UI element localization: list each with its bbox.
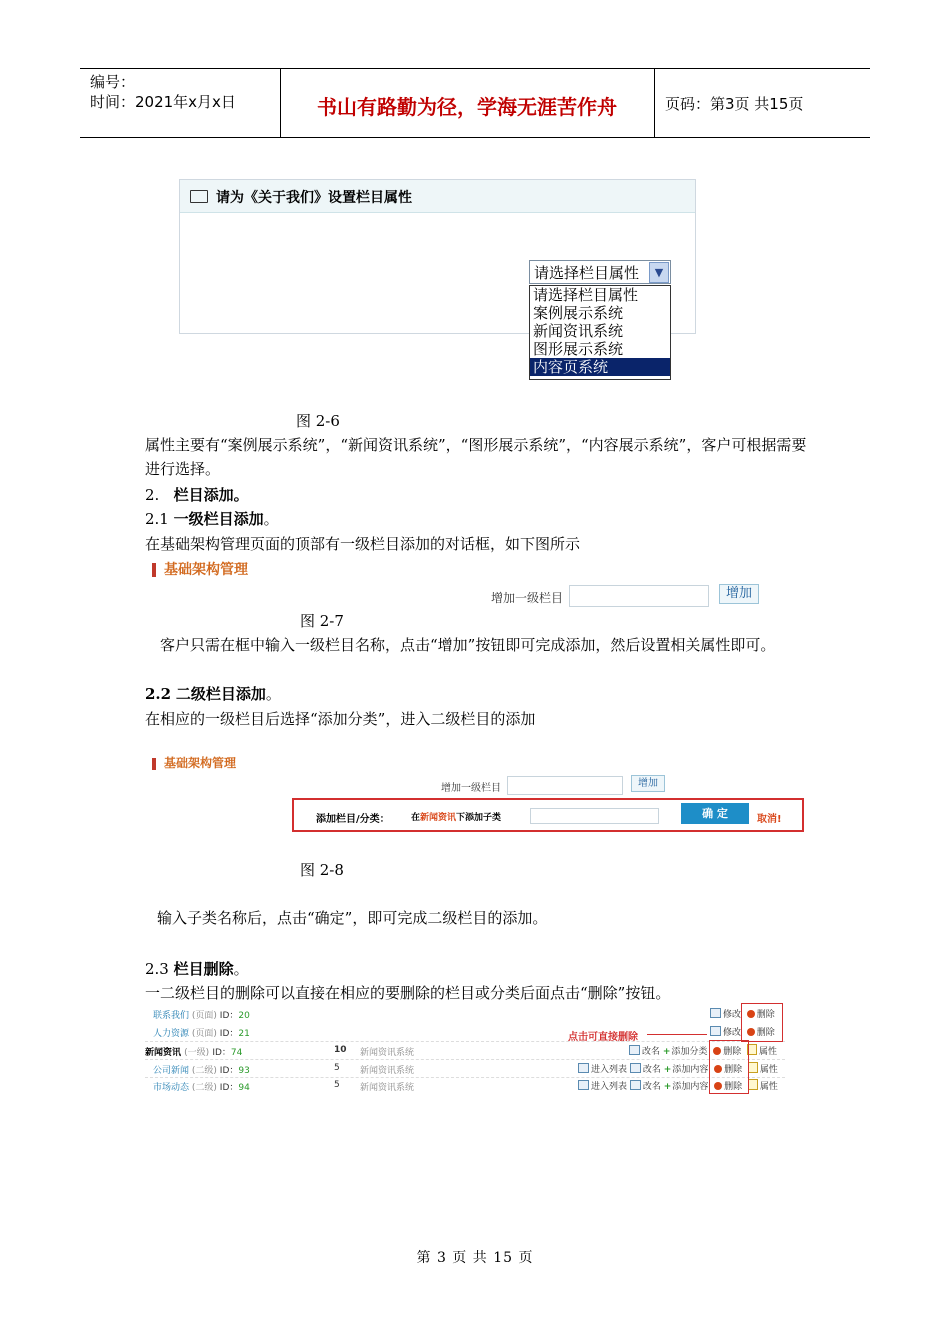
cancel-link[interactable]: 取消! (757, 814, 782, 825)
rename-icon (630, 1063, 641, 1073)
first-level-input[interactable] (569, 585, 709, 607)
attribute-link[interactable]: 属性 (758, 1047, 777, 1057)
add-button[interactable]: 增加 (631, 775, 665, 792)
dropdown-option[interactable]: 新闻资讯系统 (533, 322, 624, 340)
first-level-input[interactable] (507, 776, 623, 795)
add-category-link[interactable]: 添加分类 (671, 1047, 708, 1057)
time-label: 时间：2021年x月x日 (90, 93, 236, 111)
panel-title-bar (180, 180, 695, 213)
table-row (145, 1077, 785, 1095)
subsection-heading (145, 507, 279, 531)
edit-icon (710, 1026, 721, 1036)
enter-list-link[interactable]: 进入列表 (591, 1065, 628, 1075)
page-header (80, 68, 870, 138)
add-content-link[interactable]: 添加内容 (672, 1082, 709, 1092)
paragraph: 在基础架构管理页面的顶部有一级栏目添加的对话框，如下图所示 (145, 535, 581, 553)
section-bar-title: 基础架构管理 (164, 562, 248, 578)
dropdown-option-selected[interactable]: 内容页系统 (530, 358, 670, 376)
attribute-icon (748, 1062, 758, 1073)
chevron-down-icon[interactable]: ▼ (649, 262, 669, 283)
attribute-link[interactable]: 属性 (759, 1082, 778, 1092)
panel-title: 请为《关于我们》设置栏目属性 (216, 190, 412, 206)
page-footer: 第 3 页 共 15 页 (416, 1250, 534, 1266)
rename-link[interactable]: 改名 (642, 1082, 661, 1092)
paragraph: 输入子类名称后，点击“确定”，即可完成二级栏目的添加。 (157, 909, 548, 927)
subsection-title: 栏目删除 (173, 960, 234, 978)
row-count: 5 (334, 1063, 340, 1073)
title-bar-icon (152, 758, 156, 770)
table-row (145, 1042, 785, 1060)
confirm-button[interactable]: 确 定 (681, 803, 749, 824)
rename-icon (630, 1080, 641, 1090)
add-button[interactable]: 增加 (719, 584, 759, 604)
rename-link[interactable]: 改名 (642, 1065, 661, 1075)
section-title: 栏目添加。 (173, 486, 249, 504)
table-row (145, 1005, 785, 1023)
figure-2-7-title (152, 559, 248, 579)
row-name[interactable]: 人力资源 (页面) ID：21 (153, 1029, 250, 1039)
plus-icon: + (663, 1082, 672, 1092)
attribute-select[interactable] (529, 260, 671, 284)
row-ops (629, 1044, 777, 1057)
section-number: 2. (145, 486, 160, 504)
dropdown-option[interactable]: 请选择栏目属性 (533, 286, 639, 304)
attribute-dropdown-list (529, 285, 671, 380)
edit-link[interactable]: 修改 (723, 1010, 742, 1020)
enter-list-link[interactable]: 进入列表 (591, 1082, 628, 1092)
section-bar-title: 基础架构管理 (164, 756, 237, 770)
folder-icon (190, 190, 208, 203)
header-left-cell (80, 69, 281, 137)
section-heading (145, 483, 249, 507)
subsection-number: 2.3 (145, 960, 169, 978)
subcategory-hint (411, 810, 501, 823)
title-bar-icon (152, 563, 156, 577)
list-icon (578, 1063, 589, 1073)
add-subcategory-label: 添加栏目/分类： (316, 814, 390, 825)
dropdown-option[interactable]: 图形展示系统 (533, 340, 624, 358)
paragraph: 客户只需在框中输入一级栏目名称，点击“增加”按钮即可完成添加，然后设置相关属性即可。 (160, 636, 776, 654)
header-motto: 书山有路勤为径，学海无涯苦作舟 (317, 95, 617, 119)
figure-caption: 图 2-7 (300, 612, 344, 630)
row-name[interactable]: 新闻资讯 (一级) ID：74 (145, 1048, 243, 1058)
add-first-level-label: 增加一级栏目 (491, 591, 564, 605)
rename-link[interactable]: 改名 (642, 1047, 661, 1057)
paragraph: 一二级栏目的删除可以直接在相应的要删除的栏目或分类后面点击“删除”按钮。 (145, 984, 671, 1002)
figure-2-6-panel (179, 179, 696, 376)
attribute-icon (748, 1079, 758, 1090)
hint-in: 在 (411, 813, 421, 823)
hint-parent: 新闻资讯 (420, 813, 457, 823)
row-name[interactable]: 市场动态 (二级) ID：94 (153, 1083, 250, 1093)
add-content-link[interactable]: 添加内容 (672, 1065, 709, 1075)
row-system: 新闻资讯系统 (360, 1083, 415, 1093)
delete-link[interactable]: 删除 (724, 1065, 743, 1075)
delete-highlight-box (741, 1003, 783, 1042)
row-count: 10 (334, 1045, 347, 1055)
subsection-title: 一级栏目添加 (173, 510, 264, 528)
dropdown-option[interactable]: 案例展示系统 (533, 304, 624, 322)
paragraph: 属性主要有“案例展示系统”，“新闻资讯系统”，“图形展示系统”，“内容展示系统”，客户可根据需要进行选择。 (145, 436, 807, 478)
figure-caption: 图 2-6 (296, 412, 340, 430)
subsection-tail: 。 (265, 685, 281, 703)
paragraph: 在相应的一级栏目后选择“添加分类”，进入二级栏目的添加 (145, 710, 536, 728)
subsection-tail: 。 (263, 510, 279, 528)
delete-link[interactable]: 删除 (723, 1047, 742, 1057)
number-label: 编号： (90, 73, 136, 91)
row-system: 新闻资讯系统 (360, 1066, 415, 1076)
attribute-link[interactable]: 属性 (759, 1065, 778, 1075)
subsection-heading (145, 682, 281, 706)
edit-link[interactable]: 修改 (723, 1028, 742, 1038)
figure-caption: 图 2-8 (300, 861, 344, 879)
delete-annotation: 点击可直接删除 (568, 1032, 638, 1043)
subsection-tail: 。 (233, 960, 249, 978)
subsection-heading (145, 957, 249, 981)
delete-highlight-box (709, 1040, 749, 1094)
add-subcategory-box (292, 798, 804, 832)
delete-link[interactable]: 删除 (756, 1010, 775, 1020)
table-row (145, 1060, 785, 1078)
rename-icon (629, 1045, 640, 1055)
list-icon (578, 1080, 589, 1090)
row-name[interactable]: 公司新闻 (二级) ID：93 (153, 1066, 250, 1076)
header-right-cell (654, 69, 871, 137)
plus-icon: + (663, 1065, 672, 1075)
row-system: 新闻资讯系统 (360, 1048, 415, 1058)
page-label: 页码：第3页 共15页 (665, 95, 804, 113)
row-name[interactable]: 联系我们 (页面) ID：20 (153, 1011, 250, 1021)
annotation-arrow (647, 1034, 707, 1035)
plus-icon: + (662, 1047, 671, 1057)
subsection-title: 二级栏目添加 (175, 685, 266, 703)
select-value: 请选择栏目属性 (534, 264, 640, 282)
figure-2-8-title (152, 754, 236, 771)
add-first-level-label: 增加一级栏目 (441, 783, 501, 794)
delete-link[interactable]: 删除 (756, 1028, 775, 1038)
delete-link[interactable]: 删除 (724, 1082, 743, 1092)
subsection-number: 2.1 (145, 510, 169, 528)
subcategory-input[interactable] (530, 808, 659, 824)
row-count: 5 (334, 1080, 340, 1090)
subsection-number: 2.2 (145, 685, 172, 703)
table-row (145, 1023, 785, 1041)
hint-sub: 下添加子类 (456, 813, 502, 823)
edit-icon (710, 1008, 721, 1018)
